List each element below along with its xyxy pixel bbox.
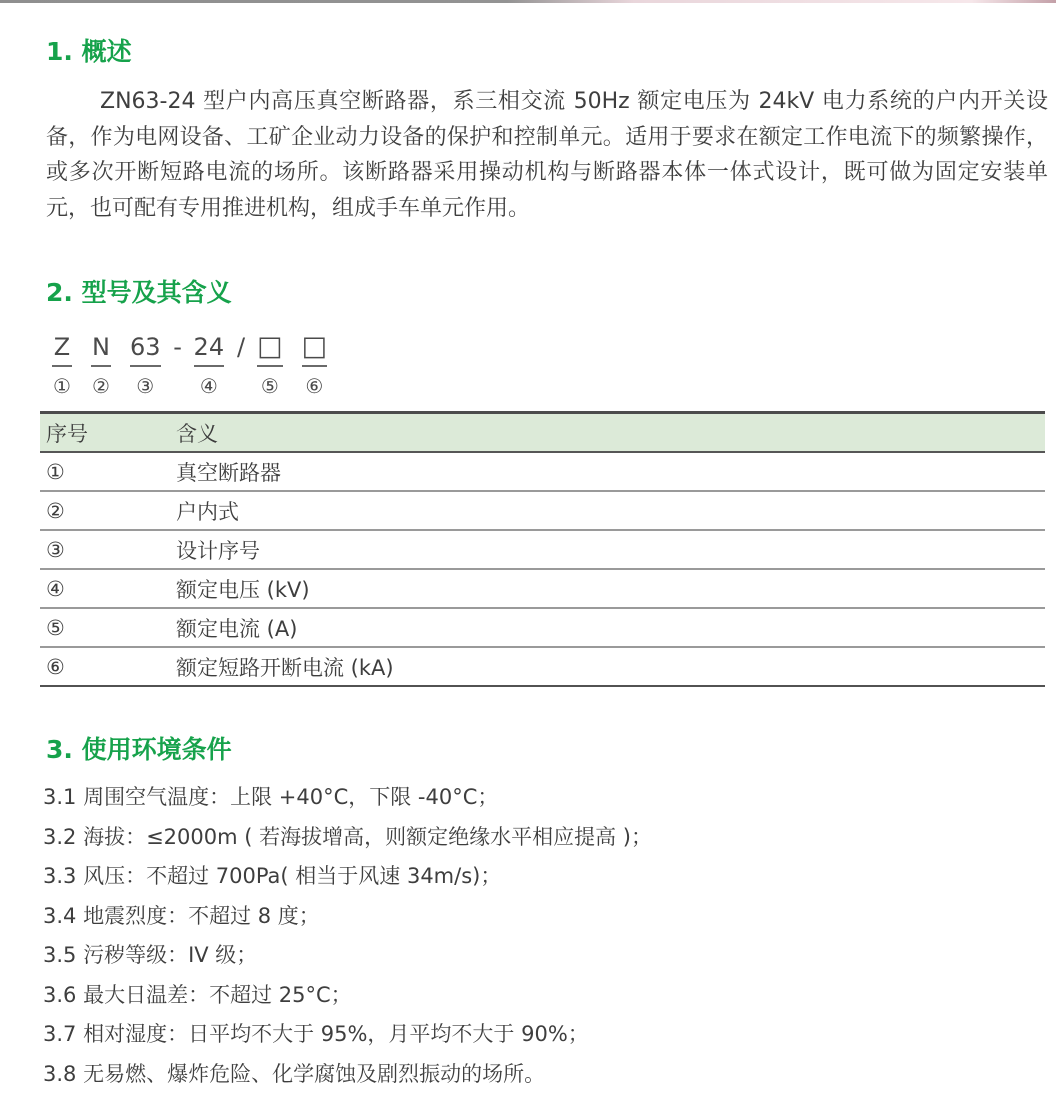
env-condition-item: 3.2 海拔：≤2000m ( 若海拔增高，则额定绝缘水平相应提高 )； — [43, 824, 652, 849]
table-cell-no: ① — [46, 459, 65, 484]
model-designation-diagram — [52, 332, 1056, 396]
table-row — [40, 569, 1045, 608]
model-underline — [52, 365, 72, 367]
model-underline — [130, 365, 161, 367]
table-header-meaning: 含义 — [176, 421, 218, 446]
env-condition-item: 3.5 污秽等级：IV 级； — [43, 943, 258, 967]
model-symbol: / — [237, 333, 246, 361]
table-cell-meaning: 额定电流 (A) — [176, 616, 298, 641]
model-symbol: Z — [53, 333, 71, 361]
table-header-row — [40, 413, 1045, 453]
table-cell-no: ④ — [46, 576, 65, 601]
table-cell-no: ③ — [46, 537, 65, 562]
table-cell-meaning: 真空断路器 — [176, 460, 281, 485]
table-cell-meaning: 户内式 — [176, 499, 239, 524]
model-underline — [257, 365, 283, 367]
model-symbol: 24 — [193, 333, 225, 361]
model-part — [91, 332, 111, 396]
model-index-circle: ② — [92, 374, 110, 398]
env-condition-item: 3.4 地震烈度：不超过 8 度； — [43, 903, 320, 928]
table-cell-no: ② — [46, 498, 65, 523]
env-condition-item: 3.3 风压：不超过 700Pa( 相当于风速 34m/s)； — [43, 864, 502, 888]
model-index-circle: ④ — [199, 374, 218, 398]
table-cell-no: ⑤ — [46, 615, 65, 640]
model-underline — [91, 365, 111, 367]
table-cell-meaning: 额定短路开断电流 (kA) — [176, 655, 394, 680]
environment-conditions-list — [43, 778, 1056, 1094]
section-3-heading: 3. 使用环境条件 — [46, 735, 232, 764]
overview-paragraph: ZN63-24 型户内高压真空断路器，系三相交流 50Hz 额定电压为 24kV 电力系统的户内开关设备，作为电网设备、工矿企业动力设备的保护和控制单元。适用于要求在额定工作电流下的频繁操作，或多次开断短路电流的场所。该断路器采用操动机构与断路器本体一体式设计，既可做为固定安装单元，也可配有专用推进机构，组成手车单元作用。 — [46, 89, 1048, 221]
model-symbol: N — [92, 333, 110, 361]
section-1-heading: 1. 概述 — [46, 37, 132, 66]
section-2-heading: 2. 型号及其含义 — [46, 278, 232, 307]
model-symbol: 63 — [130, 333, 161, 361]
model-part — [302, 332, 328, 396]
model-part — [130, 332, 161, 396]
model-part — [257, 332, 283, 396]
model-separator-dash — [172, 332, 184, 362]
env-condition-item: 3.1 周围空气温度：上限 +40°C，下限 -40°C； — [43, 785, 499, 809]
model-separator-slash — [235, 332, 247, 362]
table-cell-no: ⑥ — [46, 654, 65, 679]
model-index-circle: ⑤ — [260, 374, 279, 398]
table-row — [40, 452, 1045, 491]
env-condition-item: 3.6 最大日温差：不超过 25°C； — [43, 982, 352, 1007]
table-cell-meaning: 设计序号 — [176, 538, 260, 563]
model-index-circle: ③ — [136, 374, 155, 398]
table-row — [40, 608, 1045, 647]
table-row — [40, 530, 1045, 569]
table-header-no: 序号 — [46, 421, 88, 446]
env-condition-item: 3.7 相对湿度：日平均不大于 95%，月平均不大于 90%； — [43, 1022, 589, 1046]
table-row — [40, 491, 1045, 530]
model-symbol: - — [173, 333, 182, 361]
model-underline — [302, 365, 328, 367]
model-underline — [194, 365, 225, 367]
model-part — [52, 332, 72, 396]
env-condition-item: 3.8 无易燃、爆炸危险、化学腐蚀及剧烈振动的场所。 — [43, 1061, 546, 1086]
table-cell-meaning: 额定电压 (kV) — [176, 577, 310, 602]
page-top-edge-line — [0, 0, 1056, 3]
table-row — [40, 647, 1045, 686]
model-part — [194, 332, 225, 396]
model-index-circle: ① — [53, 374, 71, 398]
model-meaning-table — [40, 411, 1045, 687]
model-index-circle: ⑥ — [305, 374, 324, 398]
model-blank-box: □ — [257, 331, 283, 362]
model-blank-box: □ — [301, 331, 328, 362]
